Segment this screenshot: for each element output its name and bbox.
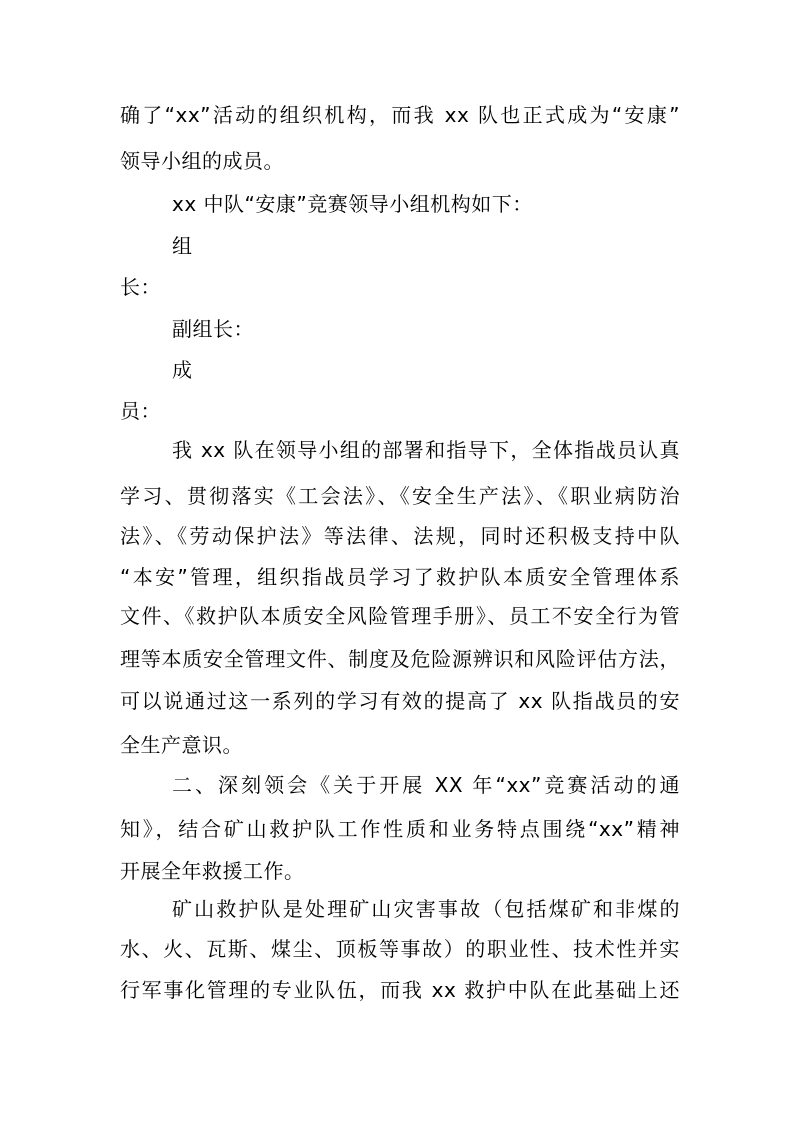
text-line: 矿山救护队是处理矿山灾害事故（包括煤矿和非煤的 — [172, 897, 680, 921]
text-line: 确了“xx”活动的组织机构，而我 xx 队也正式成为“安康” — [120, 103, 680, 127]
text-line: 成 — [172, 358, 193, 382]
text-line: 可以说通过这一系列的学习有效的提高了 xx 队指战员的安 — [120, 689, 680, 713]
text-line: 我 xx 队在领导小组的部署和指导下，全体指战员认真 — [172, 438, 680, 462]
text-line: 领导小组的成员。 — [120, 149, 284, 173]
text-line: 水、火、瓦斯、煤尘、顶板等事故）的职业性、技术性并实 — [120, 937, 680, 961]
text-line: “本安”管理，组织指战员学习了救护队本质安全管理体系 — [120, 565, 680, 589]
text-line: 员： — [120, 399, 161, 423]
text-line: 学习、贯彻落实《工会法》、《安全生产法》、《职业病防治 — [120, 484, 680, 508]
text-line: 副组长： — [172, 317, 254, 341]
text-line: 二、深刻领会《关于开展 XX 年“xx”竞赛活动的通 — [172, 773, 680, 797]
text-line: 理等本质安全管理文件、制度及危险源辨识和风险评估方法， — [120, 647, 680, 671]
text-line: 知》，结合矿山救护队工作性质和业务特点围绕“xx”精神 — [120, 817, 680, 841]
text-line: 法》、《劳动保护法》等法律、法规，同时还积极支持中队 — [120, 524, 680, 548]
text-line: 文件、《救护队本质安全风险管理手册》、员工不安全行为管 — [120, 604, 680, 628]
text-line: xx 中队“安康”竞赛领导小组机构如下： — [172, 192, 533, 216]
text-line: 全生产意识。 — [120, 733, 243, 757]
text-line: 行军事化管理的专业队伍，而我 xx 救护中队在此基础上还 — [120, 978, 680, 1002]
text-line: 长： — [120, 275, 161, 299]
text-line: 组 — [172, 234, 193, 258]
text-line: 开展全年救援工作。 — [120, 859, 305, 883]
